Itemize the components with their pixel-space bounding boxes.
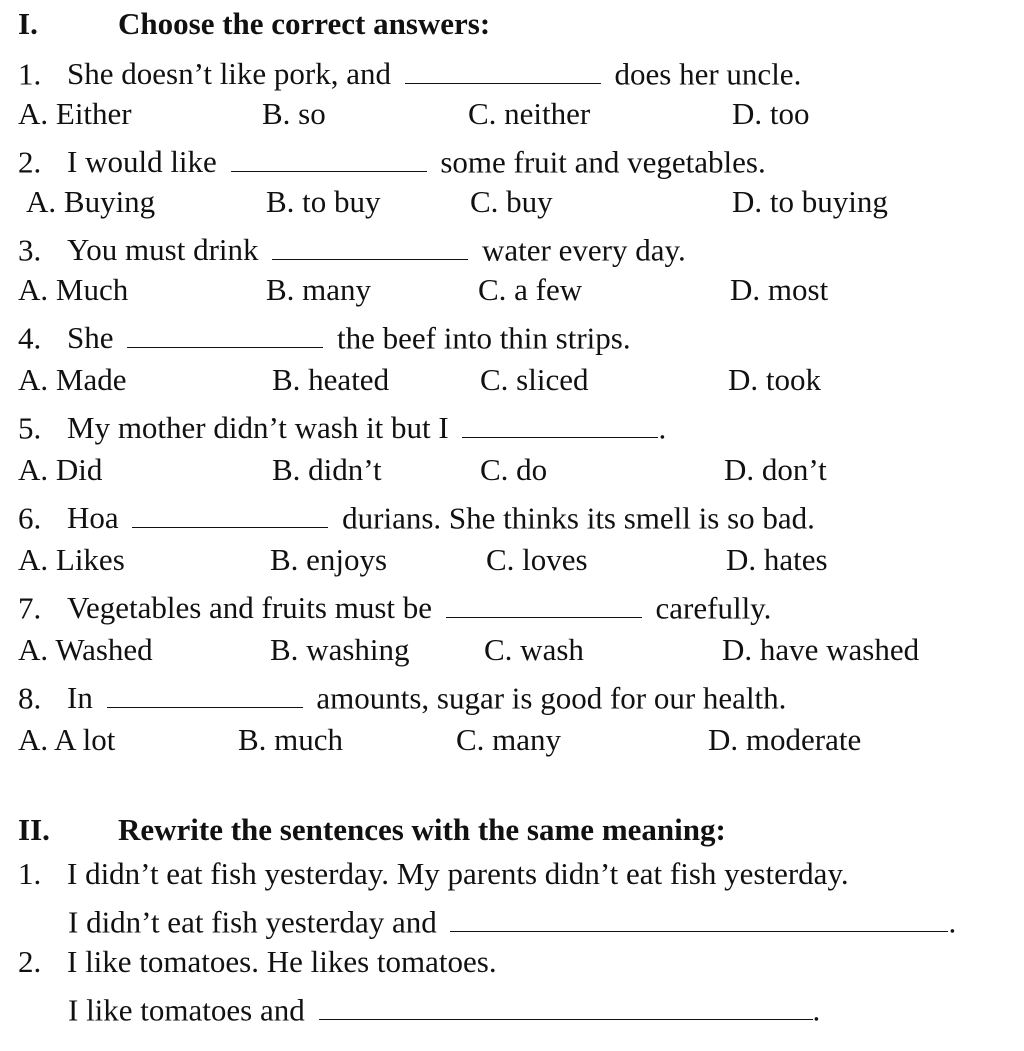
question-text-after: carefully.	[655, 590, 772, 626]
option-b[interactable]: B. didn’t	[272, 452, 382, 487]
option-a[interactable]: A. Either	[18, 96, 132, 131]
option-a[interactable]: A. Washed	[18, 632, 153, 667]
question-number: 5.	[18, 410, 42, 446]
option-c[interactable]: C. a few	[478, 272, 583, 307]
question-text-before: Vegetables and fruits must be	[67, 590, 433, 626]
rewrite-item-2-prompt	[68, 990, 821, 1028]
question-text-after: the beef into thin strips.	[337, 320, 631, 356]
section-1-heading	[18, 6, 491, 41]
item-sentence: I like tomatoes. He likes tomatoes.	[67, 944, 497, 979]
question-number: 7.	[18, 590, 42, 626]
option-c[interactable]: C. neither	[468, 96, 591, 131]
answer-blank[interactable]	[132, 498, 328, 528]
item-prompt: I didn’t eat fish yesterday and	[68, 904, 437, 940]
question-7	[18, 588, 772, 626]
option-a[interactable]: A. Made	[18, 362, 127, 397]
item-sentence: I didn’t eat fish yesterday. My parents didn’t eat fish yesterday.	[67, 856, 849, 891]
option-a[interactable]: A. Did	[18, 452, 103, 487]
rewrite-item-2	[18, 946, 497, 977]
section-2-numeral: II.	[18, 812, 50, 847]
rewrite-item-1	[18, 858, 849, 889]
question-number: 3.	[18, 232, 42, 268]
answer-blank[interactable]	[450, 902, 948, 932]
option-b[interactable]: B. many	[266, 272, 372, 307]
section-1-title: Choose the correct answers:	[118, 6, 491, 41]
question-number: 2.	[18, 144, 42, 180]
option-a[interactable]: A. Likes	[18, 542, 125, 577]
option-c[interactable]: C. sliced	[480, 362, 589, 397]
rewrite-item-1-prompt	[68, 902, 957, 940]
option-d[interactable]: D. moderate	[708, 722, 862, 757]
answer-blank[interactable]	[462, 408, 658, 438]
option-c[interactable]: C. buy	[470, 184, 553, 219]
option-d[interactable]: D. to buying	[732, 184, 888, 219]
option-b[interactable]: B. washing	[270, 632, 410, 667]
question-text-after: .	[658, 410, 667, 446]
question-text-before: Hoa	[67, 500, 119, 536]
question-text-after: water every day.	[482, 232, 686, 268]
option-a[interactable]: A. Buying	[26, 184, 156, 219]
answer-blank[interactable]	[405, 54, 601, 84]
option-b[interactable]: B. much	[238, 722, 344, 757]
question-6	[18, 498, 815, 536]
question-text-after: some fruit and vegetables.	[440, 144, 766, 180]
answer-blank[interactable]	[272, 230, 468, 260]
answer-blank[interactable]	[231, 142, 427, 172]
answer-blank[interactable]	[446, 588, 642, 618]
question-text-before: In	[67, 680, 93, 716]
item-prompt: I like tomatoes and	[68, 992, 305, 1028]
question-number: 4.	[18, 320, 42, 356]
section-2-title: Rewrite the sentences with the same meaning:	[118, 812, 726, 847]
option-c[interactable]: C. wash	[484, 632, 584, 667]
question-text-before: She doesn’t like pork, and	[67, 56, 392, 92]
option-b[interactable]: B. heated	[272, 362, 390, 397]
question-text-before: I would like	[67, 144, 217, 180]
section-2-heading	[18, 812, 726, 847]
option-a[interactable]: A. A lot	[18, 722, 116, 757]
item-number: 2.	[18, 944, 42, 979]
question-1	[18, 54, 802, 92]
answer-blank[interactable]	[319, 990, 813, 1020]
question-number: 6.	[18, 500, 42, 536]
item-end: .	[948, 904, 957, 940]
option-b[interactable]: B. to buy	[266, 184, 381, 219]
item-number: 1.	[18, 856, 42, 891]
option-d[interactable]: D. have washed	[722, 632, 920, 667]
option-c[interactable]: C. many	[456, 722, 562, 757]
option-d[interactable]: D. too	[732, 96, 810, 131]
option-c[interactable]: C. do	[480, 452, 548, 487]
question-3	[18, 230, 686, 268]
question-text-after: amounts, sugar is good for our health.	[316, 680, 787, 716]
option-b[interactable]: B. so	[262, 96, 326, 131]
question-4	[18, 318, 631, 356]
question-text-before: You must drink	[67, 232, 259, 268]
question-text-after: does her uncle.	[614, 56, 802, 92]
question-8	[18, 678, 787, 716]
item-end: .	[812, 992, 821, 1028]
question-5	[18, 408, 667, 446]
option-d[interactable]: D. most	[730, 272, 829, 307]
question-text-before: She	[67, 320, 114, 356]
option-a[interactable]: A. Much	[18, 272, 129, 307]
answer-blank[interactable]	[107, 678, 303, 708]
question-text-before: My mother didn’t wash it but I	[67, 410, 449, 446]
option-d[interactable]: D. don’t	[724, 452, 827, 487]
option-c[interactable]: C. loves	[486, 542, 588, 577]
option-b[interactable]: B. enjoys	[270, 542, 388, 577]
option-d[interactable]: D. took	[728, 362, 821, 397]
answer-blank[interactable]	[127, 318, 323, 348]
option-d[interactable]: D. hates	[726, 542, 828, 577]
question-2	[18, 142, 766, 180]
question-text-after: durians. She thinks its smell is so bad.	[342, 500, 815, 536]
question-number: 8.	[18, 680, 42, 716]
section-1-numeral: I.	[18, 6, 38, 41]
question-number: 1.	[18, 56, 42, 92]
